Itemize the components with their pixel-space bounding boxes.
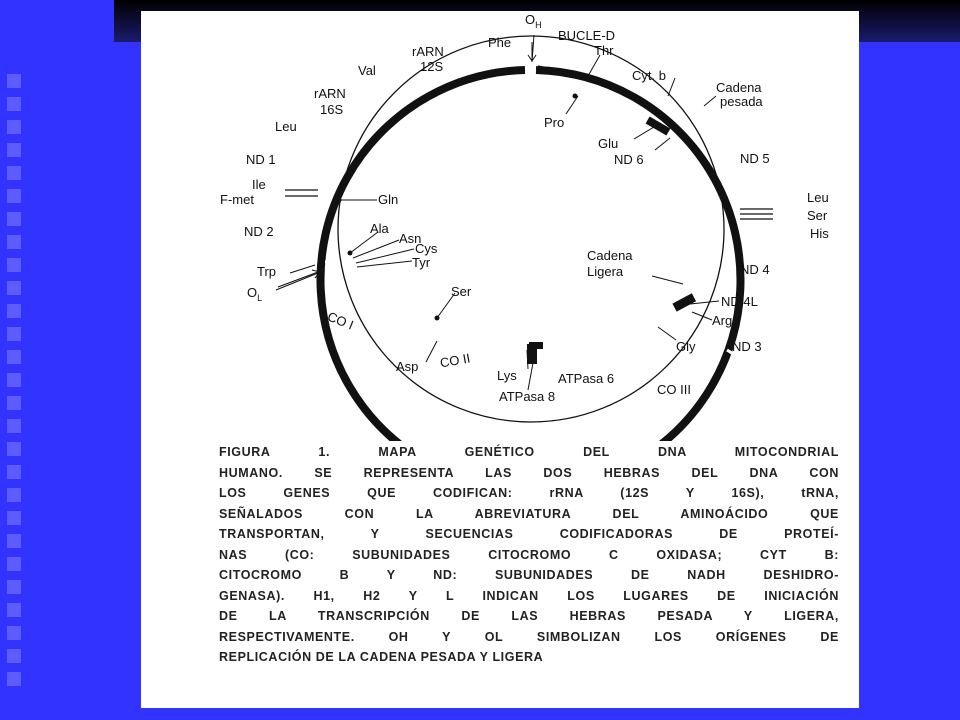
thr-label: Thr <box>594 43 614 58</box>
gln-label: Gln <box>378 192 399 207</box>
strip-square <box>7 465 21 479</box>
strip-square <box>7 580 21 594</box>
caption-line: TRANSPORTAN, Y SECUENCIAS CODIFICADORAS DE PROTEÍ- <box>219 527 839 541</box>
trp-label: Trp <box>257 264 277 279</box>
oh-arrow-icon <box>528 42 536 61</box>
caption-line: SEÑALADOS CON LA ABREVIATURA DEL AMINOÁCIDO QUE <box>219 506 839 521</box>
strip-square <box>7 672 21 686</box>
co2-label: CO II <box>438 350 472 371</box>
leu-ser-his-bars <box>740 209 773 219</box>
caption-line: REPLICACIÓN DE LA CADENA PESADA Y LIGERA <box>219 650 544 664</box>
pro-label: Pro <box>544 115 565 130</box>
nd4-label: ND 4 <box>740 262 770 277</box>
cytb-label: Cyt. b <box>632 68 666 83</box>
bucle-d-label: BUCLE-D <box>558 28 616 43</box>
strip-square <box>7 557 21 571</box>
caption-line: LOS GENES QUE CODIFICAN: rRNA (12S Y 16S), tRNA, <box>219 486 839 500</box>
nd3-label: ND 3 <box>732 339 762 354</box>
heavy-strand-label-2: pesada <box>720 94 763 109</box>
mtdna-map <box>141 11 859 441</box>
strip-square <box>7 327 21 341</box>
asn-label: Asn <box>399 231 422 246</box>
caption-line: NAS (CO: SUBUNIDADES CITOCROMO C OXIDASA; CYT B: <box>219 547 839 562</box>
rrna-16s-label-1: rARN <box>314 86 346 101</box>
rrna-16s-label-2: 16S <box>320 102 344 117</box>
fmet-label: F-met <box>220 192 254 207</box>
caption-line: HUMANO. SE REPRESENTA LAS DOS HEBRAS DEL DNA CON <box>219 465 839 480</box>
nd4l-label: ND 4L <box>721 294 758 309</box>
strip-square <box>7 373 21 387</box>
strip-square <box>7 212 21 226</box>
cys-label: Cys <box>415 241 438 256</box>
ol-label: $O_L$ <box>247 285 263 303</box>
light-strand-label-2: Ligera <box>587 264 624 279</box>
leu2-label: Leu <box>807 190 829 205</box>
co3-label: CO III <box>657 382 691 397</box>
strip-square <box>7 396 21 410</box>
nd5-label: ND 5 <box>740 151 770 166</box>
asp-label: Asp <box>396 359 419 374</box>
atp6-label: ATPasa 6 <box>558 371 615 386</box>
val-label: Val <box>358 63 376 78</box>
strip-square <box>7 97 21 111</box>
figure-caption <box>219 442 839 668</box>
tyr-label: Tyr <box>412 255 431 270</box>
strip-square <box>7 488 21 502</box>
arg-label: Arg <box>712 313 733 328</box>
ser2-label: Ser <box>807 208 828 223</box>
strip-square <box>7 511 21 525</box>
strip-square <box>7 419 21 433</box>
strip-square <box>7 143 21 157</box>
gly-label: Gly <box>676 339 696 354</box>
light-strand-label-1: Cadena <box>587 248 633 263</box>
caption-line: GENASA). H1, H2 Y L INDICAN LOS LUGARES DE INICIACIÓN <box>219 588 839 603</box>
leu1-label: Leu <box>275 119 297 134</box>
atp8-label: ATPasa 8 <box>499 389 556 404</box>
strip-square <box>7 534 21 548</box>
oh-label: $O_H$ <box>525 12 542 30</box>
caption-line: DE LA TRANSCRIPCIÓN DE LAS HEBRAS PESADA Y LIGERA, <box>219 609 839 623</box>
strip-square <box>7 120 21 134</box>
phe-label: Phe <box>488 35 512 50</box>
heavy-strand-label-1: Cadena <box>716 80 762 95</box>
nd1-label: ND 1 <box>246 152 276 167</box>
strip-square <box>7 235 21 249</box>
strip-square <box>7 189 21 203</box>
nd2-label: ND 2 <box>244 224 274 239</box>
rrna-12s-label-1: rARN <box>412 44 444 59</box>
gene-blocks <box>527 117 696 364</box>
strip-square <box>7 166 21 180</box>
strip-square <box>7 74 21 88</box>
strip-square <box>7 603 21 617</box>
slide <box>141 11 859 708</box>
strip-square <box>7 442 21 456</box>
strip-square <box>7 649 21 663</box>
strip-square <box>7 258 21 272</box>
strip-square <box>7 626 21 640</box>
caption-line: CITOCROMO B Y ND: SUBUNIDADES DE NADH DESHIDRO- <box>219 568 839 582</box>
strip-square <box>7 304 21 318</box>
ala-label: Ala <box>370 221 389 236</box>
his-label: His <box>810 226 829 241</box>
strip-square <box>7 350 21 364</box>
nd6-label: ND 6 <box>614 152 644 167</box>
rrna-12s-label-2: 12S <box>420 59 444 74</box>
left-decoration <box>0 0 28 720</box>
glu-label: Glu <box>598 136 619 151</box>
strip-square <box>7 281 21 295</box>
lys-label: Lys <box>497 368 517 383</box>
co1-label: CO I <box>325 308 356 333</box>
caption-line: FIGURA 1. MAPA GENÉTICO DEL DNA MITOCONDRIAL <box>219 445 839 459</box>
ile-label: Ile <box>252 177 266 192</box>
ile-fmet-bars <box>285 190 318 196</box>
caption-line: RESPECTIVAMENTE. OH Y OL SIMBOLIZAN LOS ORÍGENES DE <box>219 629 839 644</box>
ser1-label: Ser <box>451 284 472 299</box>
